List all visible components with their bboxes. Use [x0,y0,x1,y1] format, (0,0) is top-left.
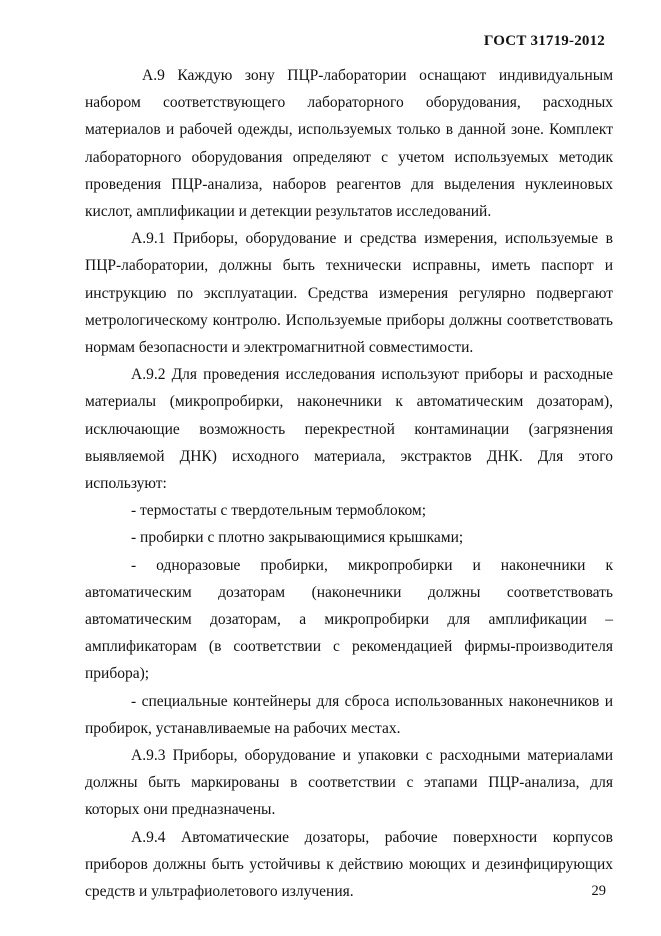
list-item-containers: - специальные контейнеры для сброса использованных наконечников и пробирок, устанавливаемые на рабочих местах. [85,692,613,737]
list-item-thermostats: - термостаты с твердотельным термоблоком; [131,502,427,520]
paragraph-a9-4: А.9.4 Автоматические дозаторы, рабочие поверхности корпусов приборов должны быть устойчивы к действию моющих и дезинфицирующих средств и ультрафиолетового излучения. [85,828,613,901]
document-header: ГОСТ 31719-2012 [483,33,605,49]
paragraph-a9: А.9 Каждую зону ПЦР-лаборатории оснащают индивидуальным набором соответствующего лабораторного оборудования, расходных материалов и рабочей одежды, используемых только в данной зоне. Комплект лабораторного оборудования определяют с учетом используемых методик проведения ПЦР-анализа, наборов реагентов для выделения нуклеиновых кислот, амплификации и детекции результатов исследований. [85,67,613,221]
page-number: 29 [591,883,606,899]
list-item-tubes: - пробирки с плотно закрывающимися крышками; [131,529,464,547]
list-item-disposable-tubes: - одноразовые пробирки, микропробирки и наконечники к автоматическим дозаторам (наконечники должны соответствовать автоматическим дозаторам, а микропробирки для амплификации – амплификаторам (в соответствии с рекомендацией фирмы-производителя прибора); [85,556,613,683]
paragraph-a9-1: А.9.1 Приборы, оборудование и средства измерения, используемые в ПЦР-лаборатории, должны быть технически исправны, иметь паспорт и инструкцию по эксплуатации. Средства измерения регулярно подвергают метрологическому контролю. Используемые приборы должны соответствовать нормам безопасности и электромагнитной совместимости. [85,230,613,357]
paragraph-a9-3: А.9.3 Приборы, оборудование и упаковки с расходными материалами должны быть маркированы в соответствии с этапами ПЦР-анализа, для которых они предназначены. [85,747,613,819]
document-body [85,62,613,905]
paragraph-a9-2: А.9.2 Для проведения исследования используют приборы и расходные материалы (микропробирки, наконечники к автоматическим дозаторам), исключающие возможность перекрестной контаминации (загрязнения выявляемой ДНК) исходного материала, экстрактов ДНК. Для этого используют: [85,366,613,493]
